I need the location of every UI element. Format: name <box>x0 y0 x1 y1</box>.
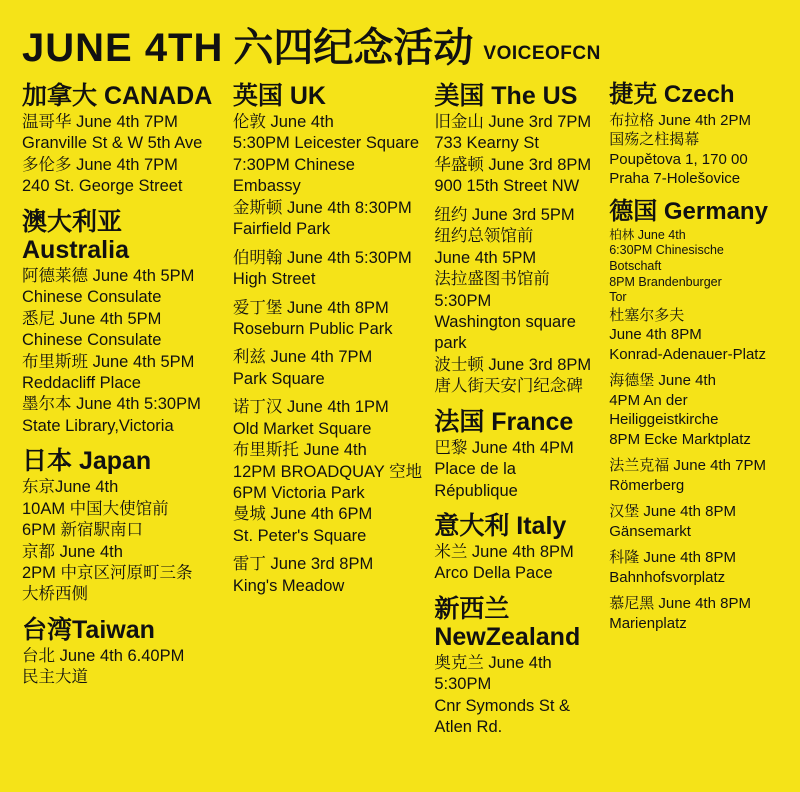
section-line: 5:30PM <box>434 291 492 310</box>
section-line: 7:30PM Chinese Embassy <box>232 155 355 196</box>
section-line: 杜塞尔多夫 <box>609 306 685 324</box>
section-france <box>434 408 601 502</box>
section-line: 12PM BROADQUAY 空地 <box>232 462 423 481</box>
section-italy <box>434 512 601 585</box>
section-line: Römerberg <box>609 476 685 494</box>
section-line: 华盛顿 June 3rd 8PM <box>434 155 592 174</box>
spacer <box>609 541 778 548</box>
section-line: 海德堡 June 4th <box>609 372 716 390</box>
section-line: 6:30PM Chinesische <box>609 243 724 258</box>
section-line: Reddacliff Place <box>22 373 141 392</box>
section-line: Arco Della Pace <box>434 564 553 583</box>
section-heading: 英国 UK <box>232 82 326 110</box>
spacer <box>609 495 778 502</box>
spacer <box>233 291 426 298</box>
section-line: 京都 June 4th <box>22 542 123 561</box>
section-line: Old Market Square <box>232 419 372 438</box>
section-line: Place de la République <box>434 460 518 500</box>
section-line: 慕尼黑 June 4th 8PM <box>609 595 751 613</box>
column-canada-australia-japan-taiwan <box>22 82 233 689</box>
section-line: Marienplatz <box>609 614 687 632</box>
section-line: Tor <box>609 290 627 305</box>
section-line: State Library,Victoria <box>22 416 174 435</box>
spacer <box>609 449 778 456</box>
section-line: 温哥华 June 4th 7PM <box>22 113 178 131</box>
section-line: 伯明翰 June 4th 5:30PM <box>232 248 412 267</box>
spacer <box>233 547 426 554</box>
section-line: King's Meadow <box>232 576 345 595</box>
spacer <box>233 241 426 248</box>
section-heading: 加拿大 CANADA <box>22 82 213 110</box>
spacer <box>609 587 778 594</box>
section-heading: 澳大利亚 Australia <box>22 207 129 264</box>
section-line: 曼城 June 4th 6PM <box>232 505 373 524</box>
section-heading: 意大利 Italy <box>434 512 567 540</box>
section-line: Washington square <box>434 312 576 331</box>
section-line: 布拉格 June 4th 2PM <box>609 111 751 129</box>
section-line: 2PM 中京区河原町三条 <box>22 564 193 582</box>
section-line: Chinese Consulate <box>22 288 162 307</box>
section-heading: 日本 Japan <box>22 447 152 476</box>
section-line: 5:30PM Leicester Square <box>232 134 420 153</box>
section-canada <box>22 82 225 198</box>
section-line: June 4th 5PM <box>434 248 537 267</box>
section-line: 波士顿 June 3rd 8PM <box>434 355 592 374</box>
section-line: Praha 7-Holešovice <box>609 170 741 188</box>
spacer <box>609 364 778 371</box>
section-line: Botschaft <box>609 259 662 273</box>
section-line: 布里斯托 June 4th <box>232 441 367 460</box>
column-uk <box>233 82 434 597</box>
section-line: 纽约总领馆前 <box>434 227 534 246</box>
section-line: 利兹 June 4th 7PM <box>232 348 373 367</box>
spacer <box>233 390 426 397</box>
section-line: 伦敦 June 4th <box>232 113 334 131</box>
section-line: 法拉盛图书馆前 <box>434 270 550 289</box>
section-line: 纽约 June 3rd 5PM <box>434 205 575 224</box>
poster-header <box>22 28 778 68</box>
section-line: 法兰克福 June 4th 7PM <box>609 457 766 475</box>
section-line: Roseburn Public Park <box>232 319 393 338</box>
section-line: 国殇之柱揭幕 <box>609 131 700 149</box>
section-line: Gänsemarkt <box>609 522 691 540</box>
section-line: 金斯顿 June 4th 8:30PM <box>232 198 412 217</box>
section-line: 240 St. George Street <box>22 177 183 196</box>
section-line: 诺丁汉 June 4th 1PM <box>232 398 389 417</box>
section-newzealand <box>434 595 601 739</box>
section-line: 733 Kearny St <box>434 134 539 153</box>
section-us <box>434 82 601 398</box>
section-line: St. Peter's Square <box>232 526 367 545</box>
section-line: 旧金山 June 3rd 7PM <box>434 113 592 131</box>
section-line: 雷丁 June 3rd 8PM <box>232 555 374 574</box>
section-line: 墨尔本 June 4th 5:30PM <box>22 395 201 414</box>
section-germany <box>609 199 778 634</box>
section-line: 米兰 June 4th 8PM <box>434 543 574 561</box>
page-title-cn: 六四纪念活动 <box>233 26 474 70</box>
section-line: 东京June 4th <box>22 478 119 497</box>
section-heading: 美国 The US <box>434 82 578 110</box>
section-taiwan <box>22 616 225 689</box>
section-line: Fairfield Park <box>232 220 331 239</box>
section-line: Bahnhofsvorplatz <box>609 568 726 586</box>
section-heading: 德国 Germany <box>609 197 768 225</box>
section-line: 民主大道 <box>22 668 88 687</box>
section-line: Chinese Consulate <box>22 331 162 350</box>
column-us-france-italy-newzealand <box>434 82 609 739</box>
section-line: 奥克兰 June 4th 5:30PM <box>434 653 552 694</box>
section-line: 唐人街天安门纪念碑 <box>434 377 583 396</box>
section-line: June 4th 8PM <box>609 326 702 344</box>
spacer <box>434 198 601 205</box>
section-line: Park Square <box>232 369 325 388</box>
section-line: 大桥西侧 <box>22 585 88 604</box>
section-line: 8PM Brandenburger <box>609 274 722 289</box>
section-line: Cnr Symonds St & Atlen Rd. <box>434 696 571 737</box>
section-line: 科隆 June 4th 8PM <box>609 549 736 567</box>
section-japan <box>22 447 225 606</box>
section-line: 10AM 中国大使馆前 <box>22 499 169 518</box>
section-line: 巴黎 June 4th 4PM <box>434 438 574 457</box>
section-line: 爱丁堡 June 4th 8PM <box>232 298 389 317</box>
section-line: 台北 June 4th 6.40PM <box>22 646 185 665</box>
section-line: 6PM Victoria Park <box>232 484 365 502</box>
section-line: 柏林 June 4th <box>609 227 686 242</box>
section-heading: 捷克 Czech <box>609 81 735 108</box>
section-australia <box>22 208 225 438</box>
section-line: 8PM Ecke Marktplatz <box>609 430 751 448</box>
section-heading: 法国 France <box>434 407 574 436</box>
section-line: 多伦多 June 4th 7PM <box>22 155 178 174</box>
section-line: 900 15th Street NW <box>434 177 580 196</box>
spacer <box>233 340 426 347</box>
section-line: 阿德莱德 June 4th 5PM <box>22 266 195 285</box>
section-line: 4PM An der <box>609 391 688 409</box>
section-line: 布里斯班 June 4th 5PM <box>22 352 195 371</box>
section-line: Poupětova 1, 170 00 <box>609 150 748 168</box>
section-line: Granville St & W 5th Ave <box>22 134 203 153</box>
section-line: 汉堡 June 4th 8PM <box>609 503 736 521</box>
section-uk <box>233 82 426 597</box>
section-line: Konrad-Adenauer-Platz <box>609 345 766 363</box>
column-czech-germany <box>609 82 778 633</box>
section-line: Heiliggeistkirche <box>609 411 719 429</box>
section-heading: 新西兰 NewZealand <box>434 594 581 651</box>
section-line: 6PM 新宿駅南口 <box>22 521 144 540</box>
section-line: High Street <box>232 270 316 289</box>
section-heading: 台湾Taiwan <box>22 615 155 644</box>
page-title-en: JUNE 4TH <box>22 26 224 70</box>
section-line: 悉尼 June 4th 5PM <box>22 309 162 328</box>
section-line: park <box>434 334 467 353</box>
columns-container <box>22 82 778 739</box>
section-czech <box>609 82 778 189</box>
brand-label: VOICEOFCN <box>483 43 601 64</box>
